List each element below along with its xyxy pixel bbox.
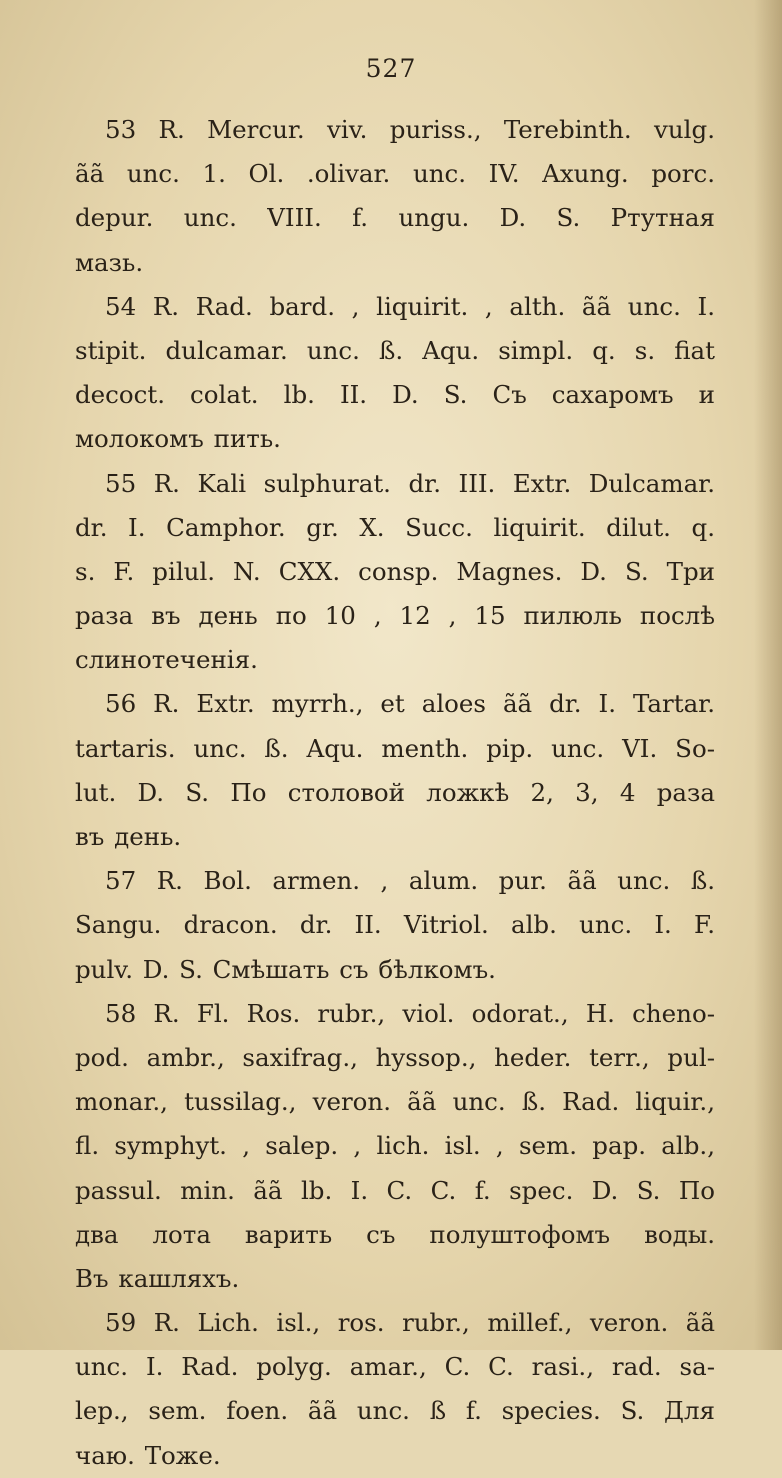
- text-line: 53 R. Mercur. viv. puriss., Terebinth. vulg.: [105, 115, 715, 144]
- text-line: раза въ день по 10 , 12 , 15 пилюль послѣ: [75, 601, 715, 631]
- text-line: lep., sem. foen. ãã unc. ß f. species. S. Для: [75, 1396, 715, 1426]
- text-line: tartaris. unc. ß. Aqu. menth. pip. unc. VI. So-: [75, 733, 715, 763]
- text-line: 55 R. Kali sulphurat. dr. III. Extr. Dulcamar.: [105, 468, 715, 498]
- text-line: passul. min. ãã lb. I. C. C. f. spec. D. S. По: [75, 1175, 715, 1205]
- text-line: s. F. pilul. N. CXX. consp. Magnes. D. S. Три: [75, 556, 715, 586]
- text-line: два лота варить съ полуштофомъ воды.: [75, 1219, 715, 1249]
- text-line: pulv. D. S. Смѣшать съ бѣлкомъ.: [75, 954, 496, 984]
- text-line: lut. D. S. По столовой ложкѣ 2, 3, 4 раза: [75, 777, 715, 807]
- text-line: dr. I. Camphor. gr. X. Succ. liquirit. dilut. q.: [75, 512, 715, 542]
- text-line: pod. ambr., saxifrag., hyssop., heder. terr., pul-: [75, 1042, 715, 1072]
- text-line: слинотеченія.: [75, 645, 258, 675]
- text-line: depur. unc. VIII. f. ungu. D. S. Ртутная: [75, 203, 715, 233]
- text-line: 54 R. Rad. bard. , liquirit. , alth. ãã unc. I.: [105, 291, 715, 321]
- text-line: молокомъ пить.: [75, 424, 281, 454]
- page-number: 527: [365, 54, 417, 83]
- text-line: 56 R. Extr. myrrh., et aloes ãã dr. I. Tartar.: [105, 689, 715, 719]
- text-line: monar., tussilag., veron. ãã unc. ß. Rad. liquir.,: [75, 1087, 715, 1117]
- text-line: Sangu. dracon. dr. II. Vitriol. alb. unc. I. F.: [75, 910, 715, 940]
- text-line: 57 R. Bol. armen. , alum. pur. ãã unc. ß.: [105, 866, 715, 896]
- text-line: 59 R. Lich. isl., ros. rubr., millef., veron. ãã: [105, 1308, 715, 1338]
- page-text: [75, 108, 715, 1478]
- page-edge-shadow: [754, 0, 782, 1350]
- text-line: въ день.: [75, 822, 182, 851]
- text-line: Въ кашляхъ.: [75, 1263, 240, 1293]
- text-line: unc. I. Rad. polyg. amar., C. C. rasi., rad. sa-: [75, 1352, 715, 1382]
- text-line: ãã unc. 1. Ol. .olivar. unc. IV. Axung. porc.: [75, 159, 715, 189]
- text-line: 58 R. Fl. Ros. rubr., viol. odorat., H. cheno-: [105, 998, 715, 1028]
- text-line: stipit. dulcamar. unc. ß. Aqu. simpl. q. s. fiat: [75, 335, 715, 365]
- text-line: чаю. Тоже.: [75, 1440, 221, 1470]
- text-line: fl. symphyt. , salep. , lich. isl. , sem. pap. alb.,: [75, 1131, 715, 1161]
- text-line: decoct. colat. lb. II. D. S. Съ сахаромъ и: [75, 380, 715, 410]
- text-line: мазь.: [75, 247, 144, 277]
